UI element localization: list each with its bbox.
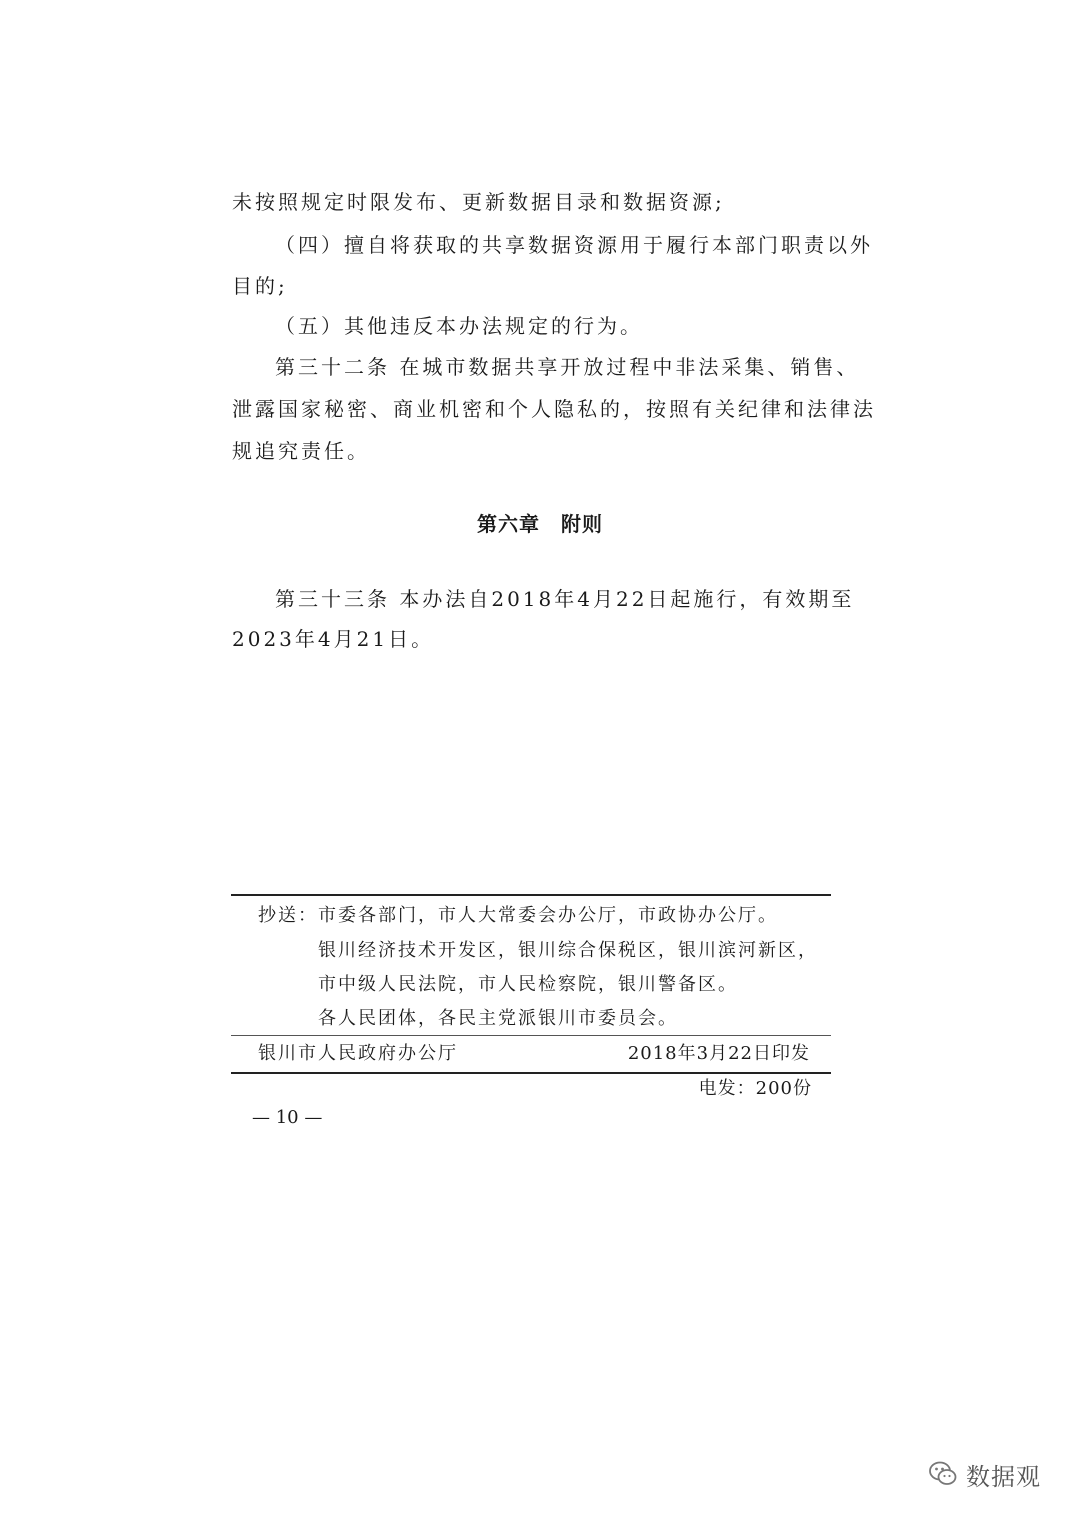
body-line: 目的; bbox=[232, 274, 288, 298]
footer-middle-rule bbox=[231, 1035, 831, 1036]
page-number: — 10 — bbox=[252, 1107, 323, 1128]
body-line: （五）其他违反本办法规定的行为。 bbox=[275, 314, 643, 338]
chapter-title: 第六章 附则 bbox=[477, 512, 603, 536]
body-line: （四）擅自将获取的共享数据资源用于履行本部门职责以外 bbox=[275, 233, 873, 257]
wechat-icon bbox=[928, 1459, 958, 1489]
body-line: 2023年4月21日。 bbox=[232, 627, 435, 651]
print-date: 2018年3月22日印发 bbox=[627, 1043, 810, 1064]
copies-count: 电发：200份 bbox=[698, 1078, 812, 1099]
watermark-text: 数据观 bbox=[966, 1462, 1041, 1491]
article-33-line: 第三十三条 本办法自2018年4月22日起施行，有效期至 bbox=[275, 587, 855, 611]
watermark bbox=[928, 1452, 1041, 1496]
cc-line: 抄送：市委各部门，市人大常委会办公厅，市政协办公厅。 bbox=[258, 905, 778, 926]
article-32-line: 第三十二条 在城市数据共享开放过程中非法采集、销售、 bbox=[275, 355, 860, 379]
body-line: 泄露国家秘密、商业机密和个人隐私的，按照有关纪律和法律法 bbox=[232, 397, 876, 421]
cc-line: 各人民团体，各民主党派银川市委员会。 bbox=[318, 1008, 678, 1029]
footer-top-rule bbox=[231, 894, 831, 896]
cc-line: 银川经济技术开发区，银川综合保税区，银川滨河新区， bbox=[318, 940, 818, 961]
cc-line: 市中级人民法院，市人民检察院，银川警备区。 bbox=[318, 974, 738, 995]
body-line: 规追究责任。 bbox=[232, 439, 370, 463]
body-line: 未按照规定时限发布、更新数据目录和数据资源; bbox=[232, 190, 725, 214]
footer-bottom-rule bbox=[231, 1072, 831, 1074]
issuer: 银川市人民政府办公厅 bbox=[258, 1043, 458, 1064]
